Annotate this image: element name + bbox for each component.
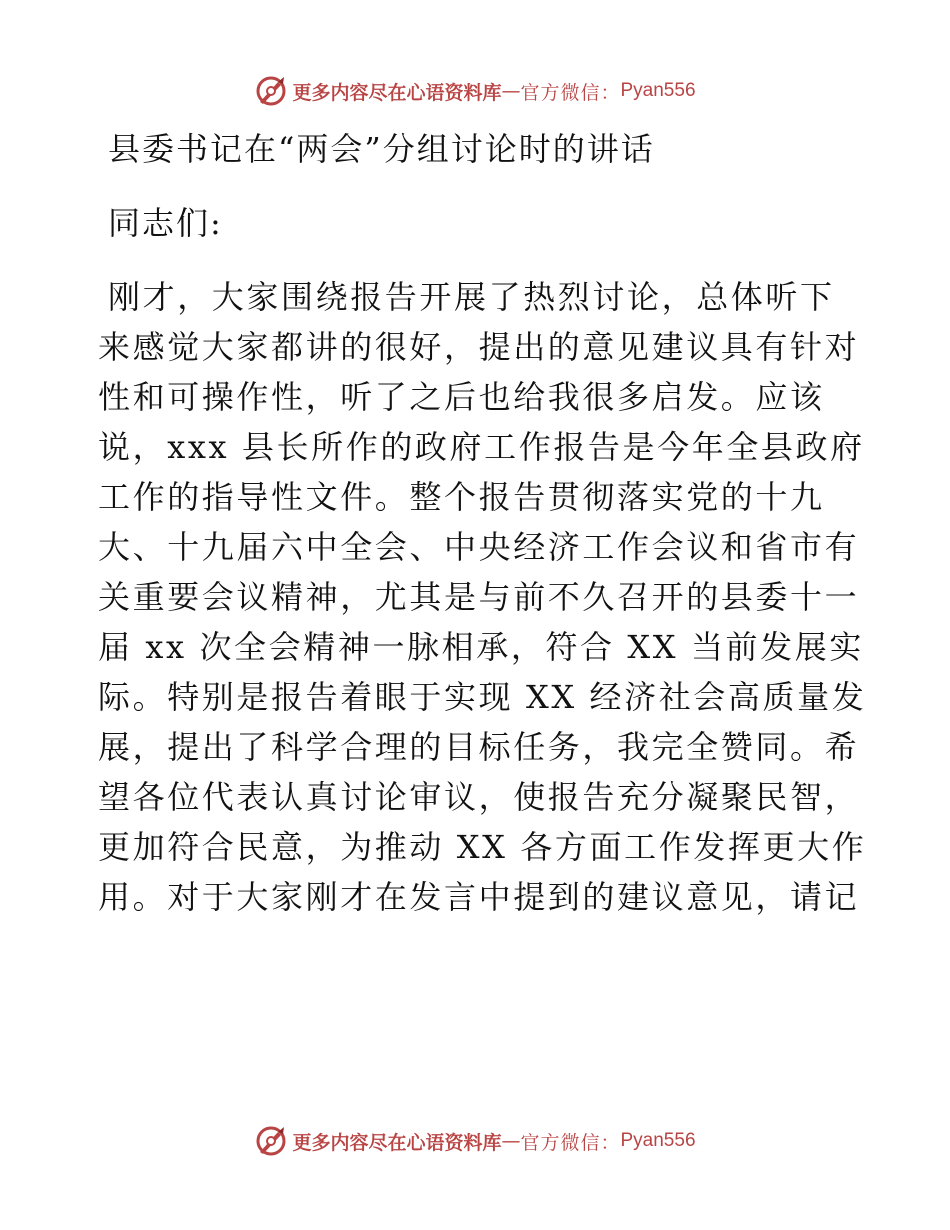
paragraph-line: 际。特别是报告着眼于实现 XX 经济社会高质量发 (98, 678, 867, 716)
body-paragraph (98, 272, 867, 922)
paragraph-line: 展，提出了科学合理的目标任务，我完全赞同。希 (98, 728, 860, 766)
watermark-brand: 更多内容尽在心语资料库 (292, 1131, 502, 1154)
watermark-contact-label: 官方微信： (520, 81, 621, 104)
paragraph-line: 性和可操作性，听了之后也给我很多启发。应该 (98, 378, 825, 416)
paragraph-line: 届 xx 次全会精神一脉相承，符合 XX 当前发展实 (98, 628, 864, 666)
watermark-separator: — (501, 1130, 521, 1152)
paragraph-line: 关重要会议精神，尤其是与前不久召开的县委十一 (98, 578, 860, 616)
watermark-brand: 更多内容尽在心语资料库 (292, 81, 502, 104)
quill-logo-icon (254, 74, 288, 108)
paragraph-line: 用。对于大家刚才在发言中提到的建议意见，请记 (98, 878, 860, 916)
paragraph-line: 望各位代表认真讨论审议，使报告充分凝聚民智， (98, 778, 860, 816)
paragraph-line: 说，xxx 县长所作的政府工作报告是今年全县政府 (98, 428, 865, 466)
salutation: 同志们: (108, 204, 223, 242)
watermark-contact-label: 官方微信： (520, 1131, 621, 1154)
watermark-separator: — (501, 80, 521, 102)
paragraph-line: 刚才，大家围绕报告开展了热烈讨论，总体听下 (108, 278, 835, 316)
paragraph-line: 工作的指导性文件。整个报告贯彻落实党的十九 (98, 478, 825, 516)
paragraph-line: 大、十九届六中全会、中央经济工作会议和省市有 (98, 528, 860, 566)
paragraph-line: 更加符合民意，为推动 XX 各方面工作发挥更大作 (98, 828, 867, 866)
watermark-footer (0, 1124, 950, 1158)
paragraph-line: 来感觉大家都讲的很好，提出的意见建议具有针对 (98, 328, 860, 366)
watermark-contact-id: Pyan556 (620, 1130, 696, 1151)
document-title: 县委书记在“两会”分组讨论时的讲话 (108, 130, 655, 168)
quill-logo-icon (254, 1124, 288, 1158)
watermark-header (0, 74, 950, 108)
watermark-contact-id: Pyan556 (620, 80, 696, 101)
